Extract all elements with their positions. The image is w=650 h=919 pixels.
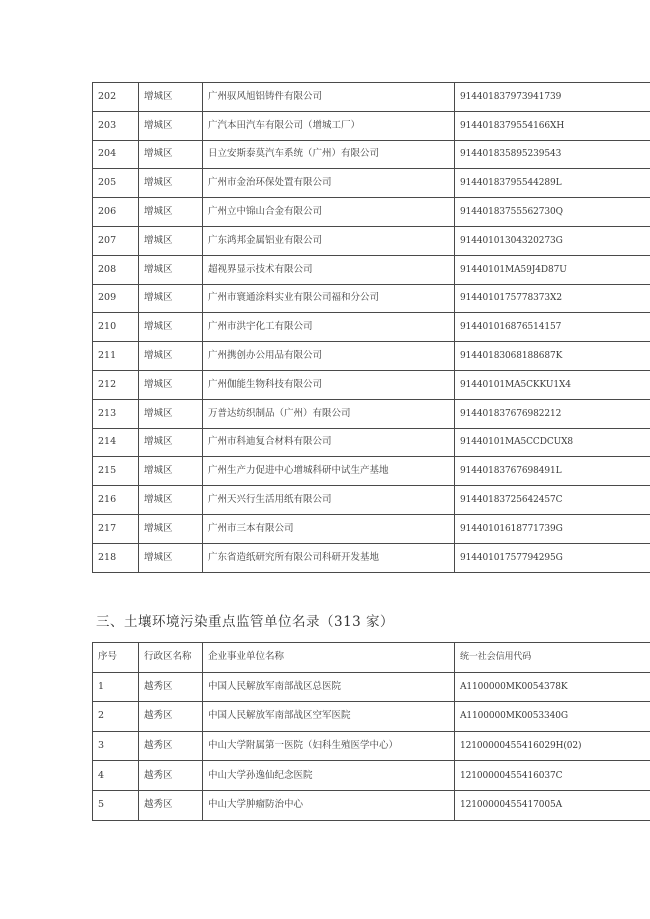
cell-name: 广州市三本有限公司 [203, 514, 455, 543]
cell-district: 越秀区 [139, 790, 203, 820]
table-row [93, 761, 650, 791]
cell-no: 216 [93, 486, 139, 515]
cell-no: 206 [93, 198, 139, 227]
cell-code: A1100000MK0054378K [455, 672, 650, 702]
cell-no: 213 [93, 399, 139, 428]
cell-no: 215 [93, 457, 139, 486]
cell-code: 91440183795544289L [455, 169, 650, 198]
cell-code: 914401016876514157 [455, 313, 650, 342]
table-row [93, 543, 650, 572]
cell-district: 增城区 [139, 399, 203, 428]
table-row [93, 514, 650, 543]
cell-no: 5 [93, 790, 139, 820]
cell-district: 增城区 [139, 543, 203, 572]
table-row [93, 83, 650, 112]
table-row [93, 226, 650, 255]
table-row [93, 731, 650, 761]
cell-district: 越秀区 [139, 761, 203, 791]
enterprise-table-continued [92, 82, 650, 573]
cell-no: 4 [93, 761, 139, 791]
cell-name: 广州生产力促进中心增城科研中试生产基地 [203, 457, 455, 486]
cell-code: 91440101304320273G [455, 226, 650, 255]
cell-code: 91440101757794295G [455, 543, 650, 572]
cell-name: 广州市寰通涂料实业有限公司福和分公司 [203, 284, 455, 313]
cell-no: 211 [93, 342, 139, 371]
cell-code: 91440183767698491L [455, 457, 650, 486]
cell-district: 增城区 [139, 486, 203, 515]
cell-code: 91440101618771739G [455, 514, 650, 543]
cell-code: 914401837973941739 [455, 83, 650, 112]
cell-no: 1 [93, 672, 139, 702]
cell-district: 增城区 [139, 255, 203, 284]
cell-name: 超视界显示技术有限公司 [203, 255, 455, 284]
cell-no: 209 [93, 284, 139, 313]
cell-no: 2 [93, 702, 139, 732]
cell-name: 广州伽能生物科技有限公司 [203, 370, 455, 399]
cell-name: 广州驭风旭铝铸件有限公司 [203, 83, 455, 112]
cell-name: 广州市金治环保处置有限公司 [203, 169, 455, 198]
cell-name: 广东省造纸研究所有限公司科研开发基地 [203, 543, 455, 572]
header-name: 企业事业单位名称 [203, 643, 455, 673]
cell-code: 91440183725642457C [455, 486, 650, 515]
cell-district: 越秀区 [139, 702, 203, 732]
soil-pollution-table [92, 642, 650, 821]
cell-name: 中山大学附属第一医院（妇科生殖医学中心） [203, 731, 455, 761]
table-row [93, 428, 650, 457]
table-row [93, 140, 650, 169]
cell-code: 91440101MA59J4D87U [455, 255, 650, 284]
cell-no: 208 [93, 255, 139, 284]
cell-district: 越秀区 [139, 672, 203, 702]
cell-no: 214 [93, 428, 139, 457]
cell-district: 越秀区 [139, 731, 203, 761]
cell-name: 中山大学肿瘤防治中心 [203, 790, 455, 820]
cell-name: 广州市洪宇化工有限公司 [203, 313, 455, 342]
cell-name: 日立安斯泰莫汽车系统（广州）有限公司 [203, 140, 455, 169]
cell-district: 增城区 [139, 313, 203, 342]
cell-district: 增城区 [139, 370, 203, 399]
cell-name: 广州立中锦山合金有限公司 [203, 198, 455, 227]
cell-name: 广东鸿邦金属铝业有限公司 [203, 226, 455, 255]
cell-name: 广汽本田汽车有限公司（增城工厂） [203, 111, 455, 140]
header-code: 统一社会信用代码 [455, 643, 650, 673]
cell-no: 212 [93, 370, 139, 399]
cell-code: 9144018379554166XH [455, 111, 650, 140]
cell-code: 91440183755562730Q [455, 198, 650, 227]
cell-code: 12100000455416029H(02) [455, 731, 650, 761]
table-row [93, 198, 650, 227]
cell-district: 增城区 [139, 226, 203, 255]
cell-district: 增城区 [139, 514, 203, 543]
table-row [93, 370, 650, 399]
cell-name: 中国人民解放军南部战区空军医院 [203, 702, 455, 732]
cell-name: 广州市科迪复合材料有限公司 [203, 428, 455, 457]
table-row [93, 342, 650, 371]
cell-no: 205 [93, 169, 139, 198]
table-row [93, 790, 650, 820]
cell-no: 3 [93, 731, 139, 761]
cell-code: 91440101MA5CCDCUX8 [455, 428, 650, 457]
cell-name: 广州携创办公用品有限公司 [203, 342, 455, 371]
cell-no: 204 [93, 140, 139, 169]
cell-district: 增城区 [139, 83, 203, 112]
cell-no: 203 [93, 111, 139, 140]
section-title: 三、土壤环境污染重点监管单位名录（313 家） [96, 614, 395, 630]
cell-code: A1100000MK0053340G [455, 702, 650, 732]
cell-no: 217 [93, 514, 139, 543]
cell-code: 91440101MA5CKKU1X4 [455, 370, 650, 399]
cell-code: 12100000455416037C [455, 761, 650, 791]
cell-no: 202 [93, 83, 139, 112]
cell-name: 中国人民解放军南部战区总医院 [203, 672, 455, 702]
cell-code: 9144010175778373X2 [455, 284, 650, 313]
table-row [93, 169, 650, 198]
header-district: 行政区名称 [139, 643, 203, 673]
table-row [93, 702, 650, 732]
cell-district: 增城区 [139, 198, 203, 227]
cell-name: 中山大学孙逸仙纪念医院 [203, 761, 455, 791]
cell-district: 增城区 [139, 169, 203, 198]
table-row [93, 399, 650, 428]
cell-name: 广州天兴行生活用纸有限公司 [203, 486, 455, 515]
cell-no: 218 [93, 543, 139, 572]
table-row [93, 255, 650, 284]
table-row [93, 313, 650, 342]
cell-district: 增城区 [139, 284, 203, 313]
table-row [93, 486, 650, 515]
cell-district: 增城区 [139, 140, 203, 169]
cell-code: 91440183068188687K [455, 342, 650, 371]
table-row [93, 457, 650, 486]
cell-no: 210 [93, 313, 139, 342]
table-row [93, 284, 650, 313]
cell-district: 增城区 [139, 428, 203, 457]
cell-code: 914401837676982212 [455, 399, 650, 428]
table-row [93, 111, 650, 140]
cell-district: 增城区 [139, 111, 203, 140]
cell-no: 207 [93, 226, 139, 255]
cell-name: 万普达纺织制品（广州）有限公司 [203, 399, 455, 428]
cell-code: 914401835895239543 [455, 140, 650, 169]
header-no: 序号 [93, 643, 139, 673]
cell-district: 增城区 [139, 342, 203, 371]
cell-district: 增城区 [139, 457, 203, 486]
table-row [93, 672, 650, 702]
table-header-row [93, 643, 650, 673]
cell-code: 12100000455417005A [455, 790, 650, 820]
